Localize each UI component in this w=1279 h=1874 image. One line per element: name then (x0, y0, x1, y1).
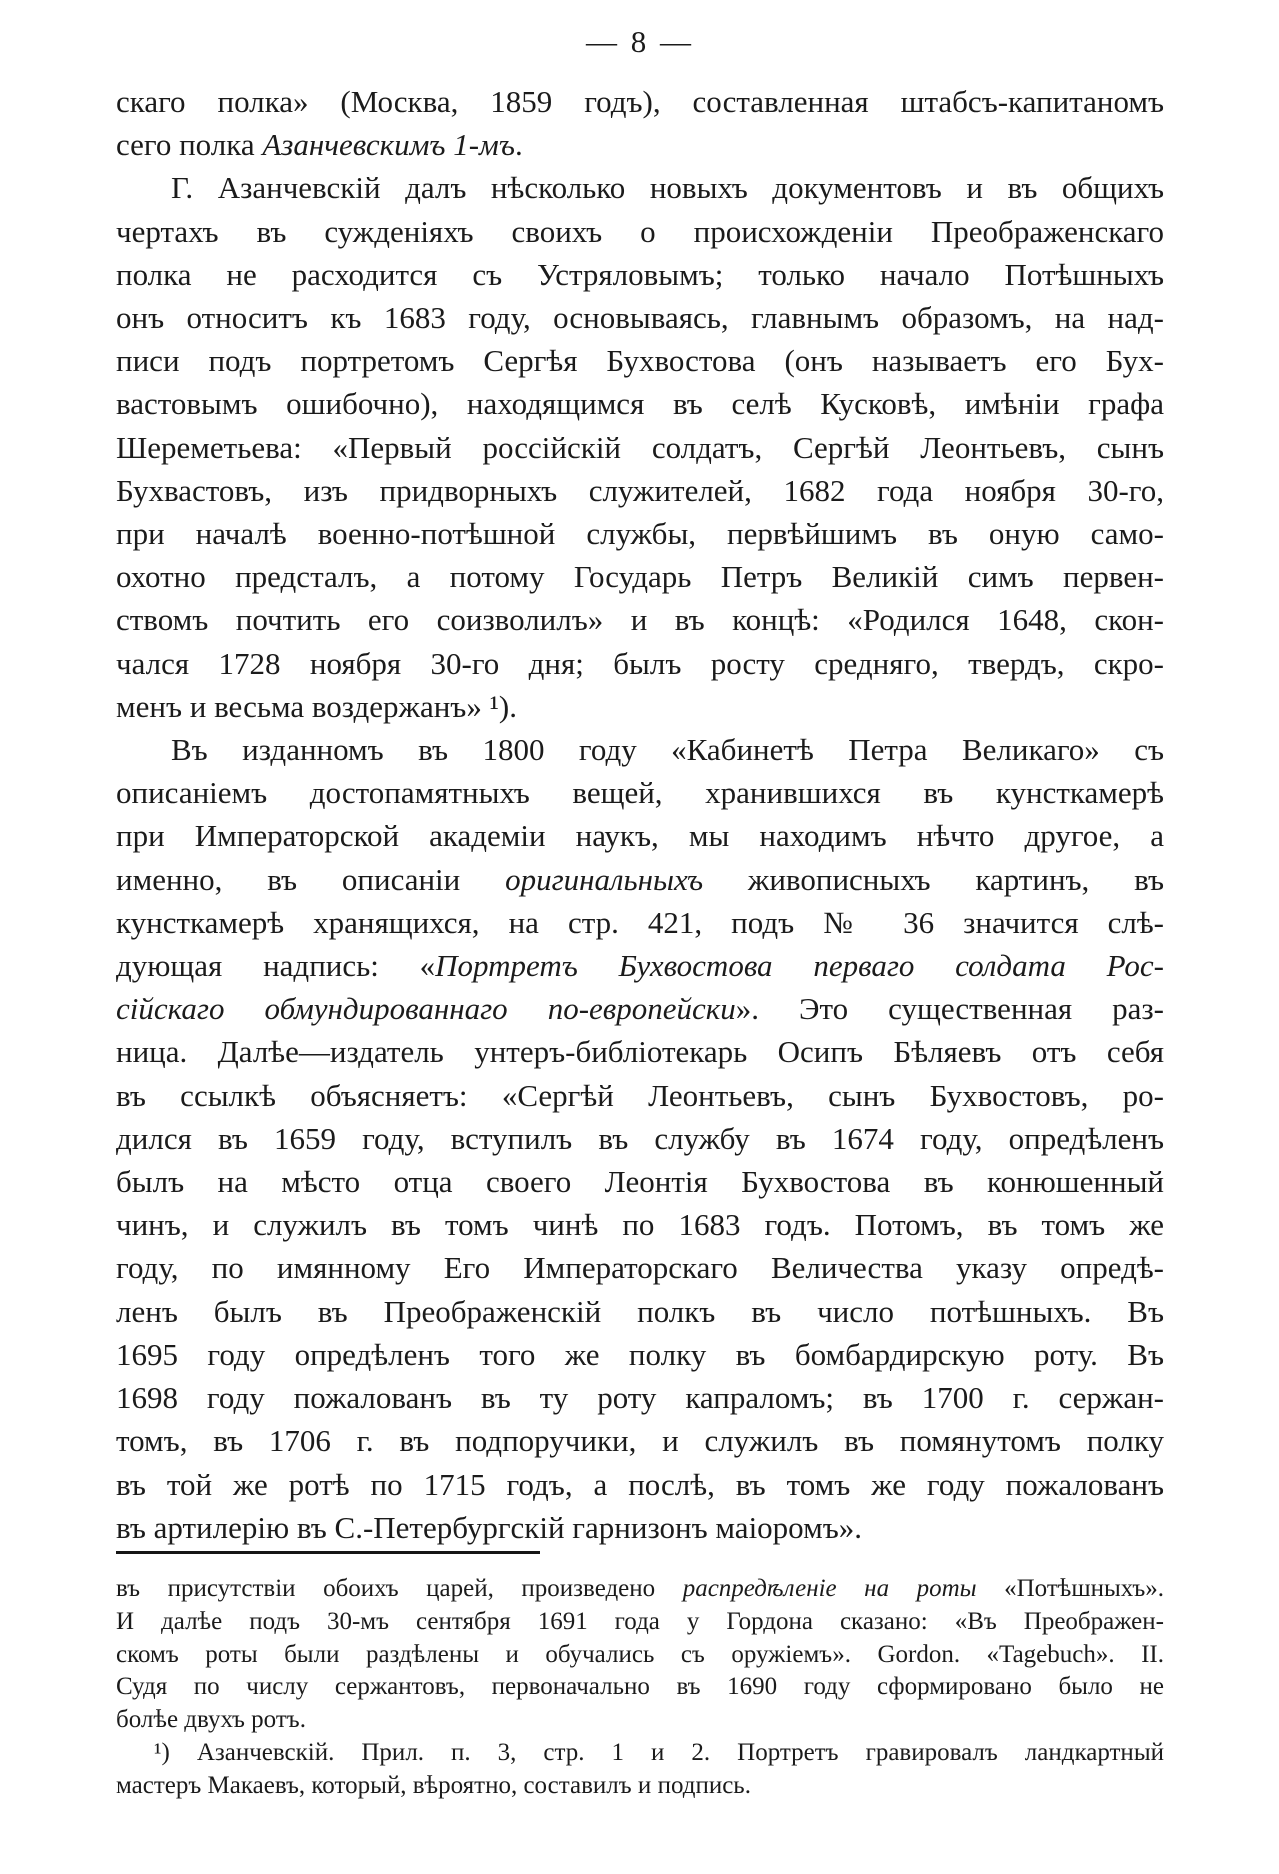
page-number: — 8 — (586, 24, 694, 59)
text-line (116, 123, 1164, 166)
text-run: былъ на мѣсто отца своего Леонтія Бухвостова въ конюшенный (116, 1164, 1164, 1200)
footnote-1 (116, 1737, 1164, 1803)
text-line (116, 901, 1164, 944)
text-run: году, по имянному Его Императорскаго Величества указу опредѣ- (116, 1250, 1164, 1286)
text-run: дующая надпись: « (116, 948, 436, 984)
text-line (116, 598, 1164, 641)
text-run: скомъ роты были раздѣлены и обучались съ оружіемъ». Gordon. «Tagebuch». II. (116, 1640, 1164, 1668)
text-line (116, 685, 1164, 728)
text-line (116, 1573, 1164, 1606)
footnote-continuation (116, 1573, 1164, 1737)
text-line (116, 1117, 1164, 1160)
text-run: чался 1728 ноября 30-го дня; былъ росту средняго, твердъ, скро- (116, 645, 1164, 681)
text-line (116, 1506, 1164, 1549)
text-run: . (514, 127, 523, 163)
text-run: живописныхъ картинъ, въ (703, 861, 1164, 897)
text-run: чертахъ въ сужденіяхъ своихъ о происхожденіи Преображенскаго (116, 213, 1164, 249)
text-line (116, 512, 1164, 555)
text-run: 1698 году пожалованъ въ ту роту капраломъ; въ 1700 г. сержан- (116, 1380, 1164, 1416)
text-line (116, 166, 1164, 209)
footnotes-block (116, 1573, 1164, 1803)
text-run: въ ссылкѣ объясняетъ: «Сергѣй Леонтьевъ, сынъ Бухвостовъ, ро- (116, 1077, 1164, 1113)
text-run: дился въ 1659 году, вступилъ въ службу въ 1674 году, опредѣленъ (116, 1120, 1164, 1156)
text-line (116, 814, 1164, 857)
text-line (116, 1333, 1164, 1376)
text-run: кунсткамерѣ хранящихся, на стр. 421, подъ № 36 значится слѣ- (116, 904, 1164, 940)
text-line (116, 1203, 1164, 1246)
text-run: вастовымъ ошибочно), находящимся въ селѣ Кусковѣ, имѣніи графа (116, 386, 1164, 422)
text-run: чинъ, и служилъ въ томъ чинѣ по 1683 годъ. Потомъ, въ томъ же (116, 1207, 1164, 1243)
text-line (116, 253, 1164, 296)
text-run: полка не расходится съ Устряловымъ; только начало Потѣшныхъ (116, 256, 1164, 292)
text-line (116, 1704, 1164, 1737)
text-run: ница. Далѣе—издатель унтеръ-библіотекарь Осипъ Бѣляевъ отъ себя (116, 1034, 1164, 1070)
text-run: въ присутствіи обоихъ царей, произведено (116, 1575, 683, 1602)
text-run: Въ изданномъ въ 1800 году «Кабинетѣ Петра Великаго» съ (171, 732, 1164, 768)
text-line (116, 1606, 1164, 1639)
text-run: болѣе двухъ ротъ. (116, 1706, 306, 1734)
text-line (116, 296, 1164, 339)
text-run: ¹) Азанчевскій. Прил. п. 3, стр. 1 и 2. Портретъ гравировалъ ландкартный (154, 1738, 1164, 1766)
text-run: писи подъ портретомъ Сергѣя Бухвостова (онъ называетъ его Бух- (116, 343, 1164, 379)
text-line (116, 1419, 1164, 1462)
text-line (116, 1160, 1164, 1203)
text-run: въ артилерію въ С.-Петербургскій гарнизонъ маіоромъ». (116, 1509, 862, 1545)
italic-text-run: сійскаго обмундированнаго по-европейски (116, 991, 736, 1027)
text-line (116, 469, 1164, 512)
text-run: скаго полка» (Москва, 1859 годъ), составленная штабсъ-капитаномъ (116, 84, 1164, 119)
text-run: томъ, въ 1706 г. въ подпоручики, и служилъ въ помянутомъ полку (116, 1423, 1164, 1459)
text-line (116, 1737, 1164, 1770)
paragraph-cabinet-1800 (116, 728, 1164, 1549)
text-run: онъ относитъ къ 1683 году, основываясь, главнымъ образомъ, на над- (116, 300, 1164, 336)
italic-text-run: распредѣленіе на роты (682, 1575, 977, 1602)
text-line (116, 1671, 1164, 1704)
text-line (116, 858, 1164, 901)
italic-text-run: оригинальныхъ (505, 861, 704, 897)
italic-text-run: Азанчевскимъ 1-мъ (262, 127, 515, 163)
text-line (116, 1030, 1164, 1073)
text-run: ствомъ почтить его соизволилъ» и въ концѣ: «Родился 1648, скон- (116, 602, 1164, 638)
text-run: въ той же ротѣ по 1715 годъ, а послѣ, въ томъ же году пожалованъ (116, 1466, 1164, 1502)
text-line (116, 80, 1164, 123)
footnote-separator (116, 1551, 540, 1554)
paragraph-azanchevsky (116, 166, 1164, 728)
text-line (116, 1074, 1164, 1117)
text-line (116, 1770, 1164, 1803)
text-run: «Потѣшныхъ». (976, 1575, 1164, 1602)
text-line (116, 555, 1164, 598)
text-line (116, 210, 1164, 253)
text-run: описаніемъ достопамятныхъ вещей, хранившихся въ кунсткамерѣ (116, 775, 1164, 811)
main-text-block (116, 80, 1164, 1549)
italic-text-run: Портретъ Бухвостова перваго солдата Рос- (435, 948, 1165, 984)
text-run: Бухвастовъ, изъ придворныхъ служителей, 1682 года ноября 30-го, (116, 472, 1164, 508)
paragraph-continuation (116, 80, 1164, 166)
text-line (116, 944, 1164, 987)
text-run: ленъ былъ въ Преображенскій полкъ въ число потѣшныхъ. Въ (116, 1293, 1164, 1329)
text-line (116, 1290, 1164, 1333)
text-run: сего полка (116, 127, 263, 163)
text-run: мастеръ Макаевъ, который, вѣроятно, составилъ и подпись. (116, 1771, 751, 1799)
text-line (116, 339, 1164, 382)
text-line (116, 1639, 1164, 1672)
text-line (116, 1463, 1164, 1506)
text-line (116, 1246, 1164, 1289)
text-run: Судя по числу сержантовъ, первоначально въ 1690 году сформировано было не (116, 1673, 1164, 1701)
text-run: 1695 году опредѣленъ того же полку въ бомбардирскую роту. Въ (116, 1336, 1164, 1372)
text-run: Шереметьева: «Первый россійскій солдатъ, Сергѣй Леонтьевъ, сынъ (116, 429, 1164, 465)
text-line (116, 728, 1164, 771)
text-line (116, 987, 1164, 1030)
text-line (116, 642, 1164, 685)
text-run: менъ и весьма воздержанъ» ¹). (116, 688, 517, 724)
text-run: при Императорской академіи наукъ, мы находимъ нѣчто другое, а (116, 818, 1164, 854)
text-run: И далѣе подъ 30-мъ сентября 1691 года у Гордона сказано: «Въ Преображен- (116, 1607, 1164, 1635)
text-run: охотно предсталъ, а потому Государь Петръ Великій симъ первен- (116, 559, 1164, 595)
text-run: именно, въ описаніи (116, 861, 506, 897)
text-run: при началѣ военно-потѣшной службы, первѣйшимъ въ оную само- (116, 516, 1164, 552)
text-run: Г. Азанчевскій далъ нѣсколько новыхъ документовъ и въ общихъ (171, 170, 1164, 206)
text-line (116, 382, 1164, 425)
text-line (116, 771, 1164, 814)
text-run: ». Это существенная раз- (735, 991, 1164, 1027)
text-line (116, 426, 1164, 469)
text-line (116, 1376, 1164, 1419)
